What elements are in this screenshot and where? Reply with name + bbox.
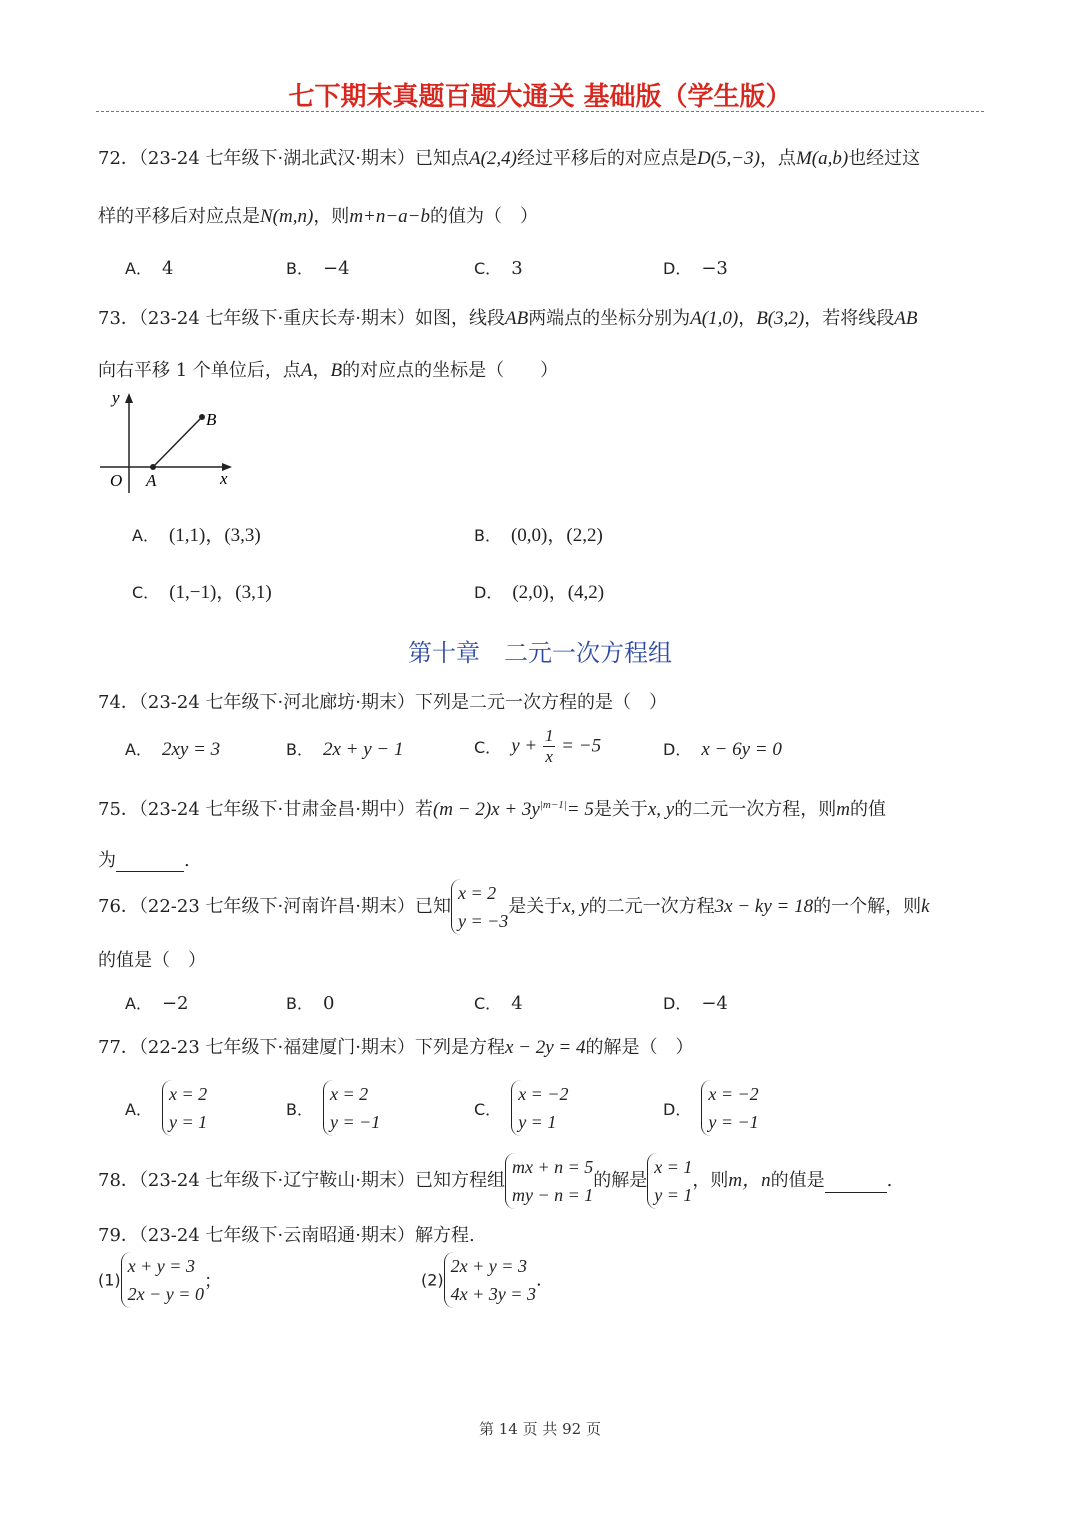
q72-line1 — [98, 144, 920, 170]
q74-option-b[interactable] — [286, 737, 404, 761]
q72-text: 也经过这 — [848, 148, 921, 169]
q78-answer-blank[interactable] — [825, 1170, 887, 1193]
q79-part2 — [421, 1252, 542, 1308]
q73-text: 两端点的坐标分别为 — [528, 308, 691, 329]
q76-line2: 的值是（ ） — [98, 950, 206, 971]
q73-label-b: B — [330, 360, 343, 381]
q78-text: 78．（23-24 七年级下·辽宁鞍山·期末）已知方程组 — [98, 1170, 505, 1191]
q75-line2 — [98, 846, 190, 872]
q78-solution — [647, 1153, 692, 1209]
option-label: A． — [125, 740, 152, 759]
option-label: A． — [132, 526, 159, 545]
q76-text: 的二元一次方程 — [588, 896, 715, 917]
q75-text: 的二元一次方程，则 — [674, 799, 837, 820]
q76-text: 是关于 — [508, 896, 563, 917]
option-label: A． — [125, 1099, 152, 1119]
q78-text: 的解是 — [593, 1170, 648, 1191]
q79-part1 — [98, 1252, 222, 1308]
option-value: = −5 — [561, 735, 602, 757]
option-value: x − 6y = 0 — [701, 739, 782, 760]
q72-line2 — [98, 202, 538, 228]
option-label: D． — [663, 740, 692, 759]
q79-text: . — [535, 1269, 542, 1291]
option-value: 4 — [161, 258, 174, 279]
q77-text: 77．（22-23 七年级下·福建厦门·期末）下列是方程 — [98, 1037, 505, 1058]
q76-variables: x, y — [562, 896, 589, 917]
option-value: 0 — [322, 993, 335, 1014]
option-label: B． — [286, 994, 313, 1013]
fraction-denominator: x — [545, 747, 553, 766]
q75-line1 — [98, 795, 886, 821]
point-a-dot — [150, 464, 156, 470]
option-label: B． — [286, 259, 313, 278]
q73-option-c[interactable] — [132, 577, 272, 604]
option-label: A． — [125, 994, 152, 1013]
q75-variables: x, y — [647, 799, 675, 820]
chapter-title: 第十章 二元一次方程组 — [408, 639, 672, 667]
q75-expression: (m − 2)x + 3y — [432, 799, 540, 820]
option-system — [323, 1080, 380, 1136]
point-a-label: A — [146, 471, 157, 490]
q78-text: 的值是 — [770, 1170, 825, 1191]
q73-text: ，若将线段 — [804, 308, 895, 329]
q72-point-m: M(a,b) — [795, 148, 849, 169]
q72-option-d[interactable] — [663, 256, 728, 279]
q72-text: ，则 — [313, 206, 350, 227]
system-row: x = −2 — [518, 1084, 569, 1104]
q77-text: 的解是（ ） — [585, 1037, 694, 1058]
system-row: x = 2 — [457, 883, 497, 903]
q72-option-b[interactable] — [286, 256, 350, 279]
q76-text: 的一个解，则 — [813, 896, 922, 917]
option-value: 3 — [511, 258, 523, 279]
option-label: D． — [663, 994, 692, 1013]
option-label: D． — [663, 259, 692, 278]
system-row: y = −3 — [457, 911, 509, 931]
q72-text: ，点 — [759, 148, 796, 169]
option-label: B． — [286, 740, 313, 759]
q73-text: ， — [312, 360, 331, 381]
option-value: 2x + y − 1 — [322, 739, 404, 760]
q73-coordinate-figure — [92, 385, 252, 495]
option-label: B． — [474, 526, 501, 545]
q72-option-c[interactable] — [474, 256, 523, 279]
q73-text: 73．（23-24 七年级下·重庆长寿·期末）如图，线段 — [98, 308, 505, 329]
option-label: D． — [474, 583, 503, 602]
q75-text: 为 — [98, 850, 116, 871]
q75-text: 的值 — [849, 799, 886, 820]
q78-system — [505, 1153, 593, 1209]
option-label: B． — [286, 1099, 313, 1119]
q78-text: . — [886, 1170, 893, 1191]
q76-system — [451, 879, 508, 935]
option-value: (1,1)，(3,3) — [168, 525, 261, 546]
system-row: y = 1 — [518, 1112, 557, 1132]
point-b-label: B — [206, 410, 217, 429]
option-label: C． — [474, 1099, 502, 1119]
q79-part2-system — [444, 1252, 536, 1308]
header-divider — [96, 111, 984, 112]
q75-text: . — [184, 850, 190, 871]
q72-text: 样的平移后对应点是 — [98, 206, 260, 227]
system-row: 2x + y = 3 — [450, 1256, 527, 1276]
q74-option-a[interactable] — [125, 737, 220, 761]
option-label: C． — [474, 994, 502, 1013]
system-row: y = 1 — [168, 1112, 208, 1132]
q79-part1-system — [121, 1252, 204, 1308]
q76-option-b[interactable] — [286, 991, 334, 1014]
q78-text: ，则 — [692, 1170, 729, 1191]
option-label: C． — [474, 738, 502, 757]
option-system — [162, 1080, 207, 1136]
q77-option-d[interactable] — [663, 1080, 759, 1136]
y-axis-label: y — [112, 388, 120, 407]
q73-point-a: A(1,0) — [690, 308, 739, 329]
y-axis-arrow-icon — [125, 393, 133, 403]
option-system — [701, 1080, 758, 1136]
q75-variable-m: m — [836, 799, 850, 820]
system-row: x = 2 — [329, 1084, 369, 1104]
q73-line2 — [98, 356, 558, 382]
q72-expression: m+n−a−b — [349, 206, 430, 227]
system-row: my − n = 1 — [511, 1185, 594, 1205]
q73-point-b: B(3,2) — [756, 308, 805, 329]
fraction — [543, 726, 556, 767]
q72-text: 经过平移后的对应点是 — [516, 148, 697, 169]
q76-text: 76．（22-23 七年级下·河南许昌·期末）已知 — [98, 896, 451, 917]
q73-option-d[interactable] — [474, 577, 604, 604]
q73-label-a: A — [300, 360, 313, 381]
option-label: D． — [663, 1099, 692, 1119]
page-number: 第 14 页 共 92 页 — [478, 1420, 601, 1438]
q76-line1 — [98, 878, 930, 936]
q72-point-d: D(5,−3) — [696, 148, 760, 169]
q79-text: ； — [203, 1271, 222, 1292]
option-system — [511, 1080, 568, 1136]
origin-label: O — [110, 471, 123, 490]
option-value: −4 — [701, 993, 728, 1014]
q73-text: 向右平移 1 个单位后，点 — [98, 360, 301, 381]
q77-equation: x − 2y = 4 — [504, 1037, 586, 1058]
system-row: 4x + 3y = 3 — [450, 1284, 536, 1304]
q77-option-b[interactable] — [286, 1080, 380, 1136]
q72-point-a: A(2,4) — [468, 148, 517, 169]
q76-option-a[interactable] — [125, 991, 189, 1014]
system-row: x = 2 — [168, 1084, 208, 1104]
option-value: −4 — [322, 258, 350, 279]
q77-option-a[interactable] — [125, 1080, 207, 1136]
system-row: mx + n = 5 — [511, 1157, 594, 1177]
q76-equation: 3x − ky = 18 — [714, 896, 814, 917]
option-value: 2xy = 3 — [161, 739, 221, 760]
q73-text: ， — [738, 308, 757, 329]
system-row: x = −2 — [708, 1084, 759, 1104]
system-row: 2x − y = 0 — [127, 1284, 204, 1304]
q74-option-c[interactable] — [474, 726, 601, 767]
q78-line — [98, 1152, 892, 1210]
segment-ab — [153, 417, 202, 467]
option-value: 4 — [511, 993, 523, 1014]
q79-part2-label: (2) — [421, 1270, 444, 1290]
q79-part1-label: (1) — [98, 1270, 121, 1290]
point-b-dot — [199, 414, 205, 420]
q72-point-n: N(m,n) — [260, 206, 314, 227]
q73-option-b[interactable] — [474, 520, 603, 547]
option-value: −3 — [701, 258, 728, 279]
option-value: −2 — [161, 993, 189, 1014]
q77-stem — [98, 1033, 693, 1059]
option-value: (0,0)，(2,2) — [510, 525, 603, 546]
system-row: y = −1 — [329, 1112, 381, 1132]
option-value: (2,0)，(4,2) — [512, 582, 605, 603]
option-label: C． — [132, 583, 160, 602]
q73-option-a[interactable] — [132, 520, 261, 547]
q77-option-c[interactable] — [474, 1080, 568, 1136]
q72-option-a[interactable] — [125, 256, 173, 279]
q75-answer-blank[interactable] — [116, 850, 184, 872]
q73-segment: AB — [504, 308, 529, 329]
fraction-numerator: 1 — [544, 726, 554, 745]
q73-line1 — [98, 304, 917, 330]
q75-text: 是关于 — [593, 799, 648, 820]
option-label: A． — [125, 259, 152, 278]
q72-text: 的值为（ ） — [430, 206, 538, 227]
q76-option-d[interactable] — [663, 991, 728, 1014]
q78-variables: m，n — [728, 1170, 771, 1191]
page-header-title: 七下期末真题百题大通关 基础版（学生版） — [288, 82, 792, 112]
system-row: y = 1 — [654, 1185, 693, 1205]
q76-variable-k: k — [921, 896, 930, 917]
q76-option-c[interactable] — [474, 991, 523, 1014]
q74-option-d[interactable] — [663, 737, 782, 761]
option-value: y + — [511, 735, 538, 757]
q75-exponent: |m−1| — [539, 799, 567, 811]
q75-text: 75．（23-24 七年级下·甘肃金昌·期中）若 — [98, 799, 433, 820]
q75-expression-end: = 5 — [566, 799, 594, 820]
x-axis-label: x — [220, 469, 228, 488]
system-row: x + y = 3 — [127, 1256, 195, 1276]
system-row: x = 1 — [654, 1157, 693, 1177]
q73-segment: AB — [894, 308, 918, 329]
system-row: y = −1 — [708, 1112, 759, 1132]
option-label: C． — [474, 259, 502, 278]
q72-text: 72．（23-24 七年级下·湖北武汉·期末）已知点 — [98, 148, 469, 169]
option-value: (1,−1)，(3,1) — [169, 582, 272, 603]
q79-stem: 79．（23-24 七年级下·云南昭通·期末）解方程. — [98, 1225, 475, 1246]
q74-stem: 74．（23-24 七年级下·河北廊坊·期末）下列是二元一次方程的是（ ） — [98, 692, 667, 713]
q73-text: 的对应点的坐标是（ ） — [342, 360, 559, 381]
